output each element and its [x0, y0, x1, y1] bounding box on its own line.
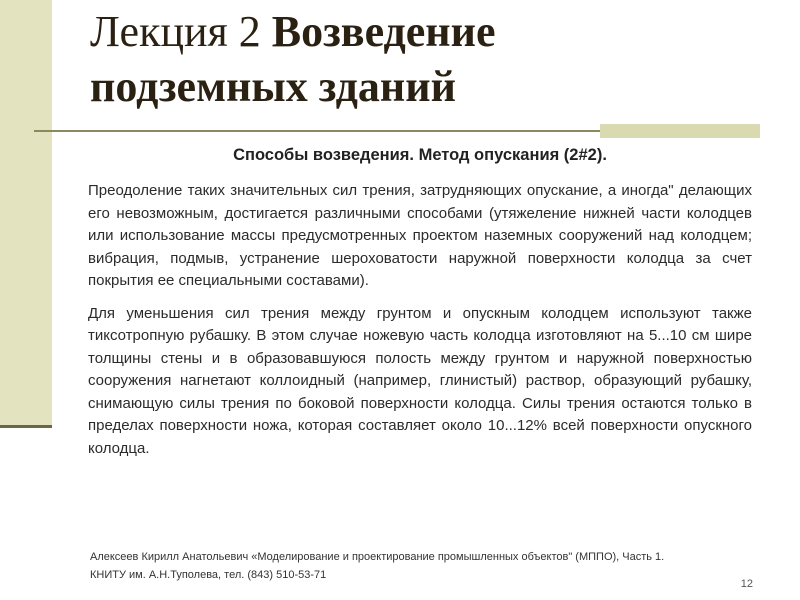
sidebar-bottom-line — [0, 425, 52, 428]
title-bold-line2: подземных зданий — [90, 62, 456, 111]
footer-contact-line: КНИТУ им. А.Н.Туполева, тел. (843) 510-53-71 — [90, 569, 327, 581]
slide-footer — [90, 548, 750, 584]
divider-accent-block — [600, 124, 760, 138]
title-bold-line1: Возведение — [271, 7, 496, 56]
slide-body — [88, 180, 752, 470]
paragraph-2: Для уменьшения сил трения между грунтом и опускным колодцем используют также тиксотропную рубашку. В этом случае ножевую часть колодца изготовляют на 5...10 см шире толщины стены и в образовавшуюся полость между грунтом и наружной поверхностью сооружения нагнетают коллоидный (например, глинистый) раствор, образующий рубашку, снимающую силы трения по боковой поверхности колодца. Силы трения остаются только в пределах поверхности ножа, которая составляет около 10...12% всей поверхности опускного колодца. — [88, 304, 752, 457]
slide-subtitle: Способы возведения. Метод опускания (2#2). — [233, 146, 607, 164]
slide-title — [90, 4, 780, 114]
page-number: 12 — [740, 578, 753, 590]
footer-author-line: Алексеев Кирилл Анатольевич «Моделирование и проектирование промышленных объектов" (МППО), Часть 1. — [90, 551, 665, 563]
paragraph-1: Преодоление таких значительных сил трения, затрудняющих опускание, а иногда" делающих его невозможным, достигается различными способами (утяжеление нижней части колодцев или использование массы предусмотренных проектом наземных сооружений над колодцем; вибрация, подмыв, устранение шероховатости наружной поверхности колодца за счет покрытия ее специальными составами). — [88, 182, 752, 289]
title-regular: Лекция 2 — [90, 7, 261, 56]
sidebar-decoration — [0, 0, 52, 425]
